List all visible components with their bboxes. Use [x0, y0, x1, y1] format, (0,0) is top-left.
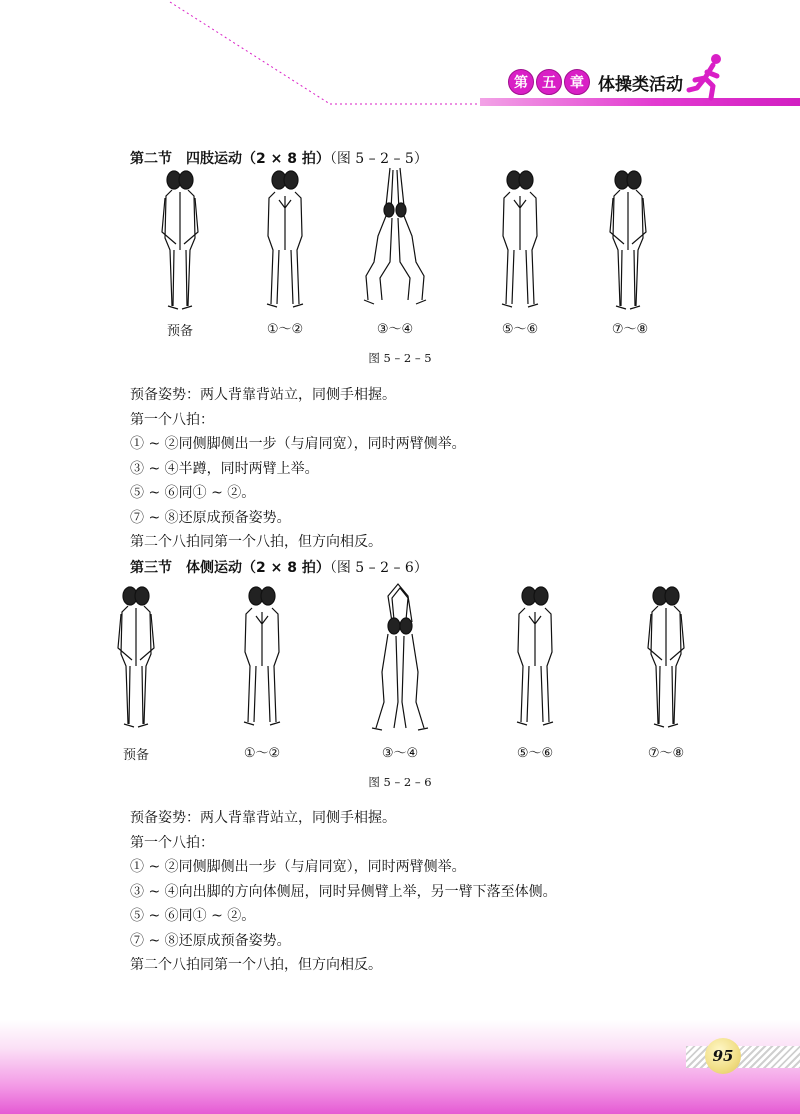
- chapter-title: 体操类活动: [598, 74, 683, 95]
- figure-caption: 图 5 – 2 – 5: [368, 351, 432, 365]
- figure-reference: （图 5 – 2 – 5）: [329, 151, 428, 167]
- figure-label: ⑦～⑧: [611, 322, 649, 337]
- figure-label: ①～②: [243, 746, 281, 761]
- gymnast-pair-figure: [255, 166, 315, 314]
- body-line: 第二个八拍同第一个八拍，但方向相反。: [130, 957, 382, 973]
- runner-icon: [685, 52, 729, 102]
- footer-color-band: [0, 1020, 800, 1114]
- gymnast-pair-figure: [368, 582, 432, 732]
- chapter-char: 章: [564, 69, 590, 95]
- section-body: [130, 383, 690, 555]
- body-line: ③ ~ ④向出脚的方向体侧屈，同时异侧臂上举，另一臂下落至体侧。: [130, 883, 557, 900]
- body-line: ③ ~ ④半蹲，同时两臂上举。: [130, 460, 319, 477]
- figure-label: 预备: [166, 324, 193, 339]
- body-line: 第一个八拍：: [130, 834, 214, 851]
- body-line: ① ~ ②同侧脚侧出一步（与肩同宽），同时两臂侧举。: [130, 859, 466, 875]
- gymnast-pair-figure: [490, 166, 550, 314]
- gymnast-pair-figure: [106, 582, 166, 732]
- figure-label: ③～④: [376, 322, 414, 337]
- footer-stripe-decoration: [686, 1046, 800, 1068]
- figure-label: ⑦～⑧: [647, 746, 685, 761]
- header-color-band: [480, 98, 800, 106]
- figure-caption: 图 5 – 2 – 6: [368, 775, 432, 789]
- figure-label: ③～④: [381, 746, 419, 761]
- section-title: [130, 148, 428, 168]
- gymnast-pair-figure: [636, 582, 696, 732]
- body-line: 预备姿势：两人背靠背站立，同侧手相握。: [130, 810, 396, 826]
- body-line: 第二个八拍同第一个八拍，但方向相反。: [130, 534, 382, 550]
- body-line: ① ~ ②同侧脚侧出一步（与肩同宽），同时两臂侧举。: [130, 436, 466, 452]
- figure-label: 预备: [122, 748, 149, 763]
- figure-label: ⑤～⑥: [516, 746, 554, 761]
- gymnast-pair-figure: [505, 582, 565, 732]
- figure-label: ①～②: [266, 322, 304, 337]
- gymnast-pair-figure: [598, 166, 658, 314]
- gymnast-pair-figure: [360, 166, 430, 314]
- chapter-heading: [508, 68, 683, 96]
- body-line: ⑤ ~ ⑥同① ~ ②。: [130, 908, 256, 924]
- page-number: 95: [705, 1038, 741, 1074]
- body-line: ⑦ ~ ⑧还原成预备姿势。: [130, 932, 291, 949]
- body-line: 第一个八拍：: [130, 411, 214, 428]
- section-body: [130, 806, 690, 978]
- section-title: [130, 557, 428, 577]
- body-line: 预备姿势：两人背靠背站立，同侧手相握。: [130, 387, 396, 403]
- gymnast-pair-figure: [150, 166, 210, 314]
- chapter-char: 五: [536, 69, 562, 95]
- figure-label: ⑤～⑥: [501, 322, 539, 337]
- section-title-text: 第二节 四肢运动（2 × 8 拍）: [130, 151, 330, 167]
- body-line: ⑤ ~ ⑥同① ~ ②。: [130, 485, 256, 501]
- gymnast-pair-figure: [232, 582, 292, 732]
- chapter-char: 第: [508, 69, 534, 95]
- figure-reference: （图 5 – 2 – 6）: [329, 560, 428, 576]
- body-line: ⑦ ~ ⑧还原成预备姿势。: [130, 509, 291, 526]
- section-title-text: 第三节 体侧运动（2 × 8 拍）: [130, 560, 330, 576]
